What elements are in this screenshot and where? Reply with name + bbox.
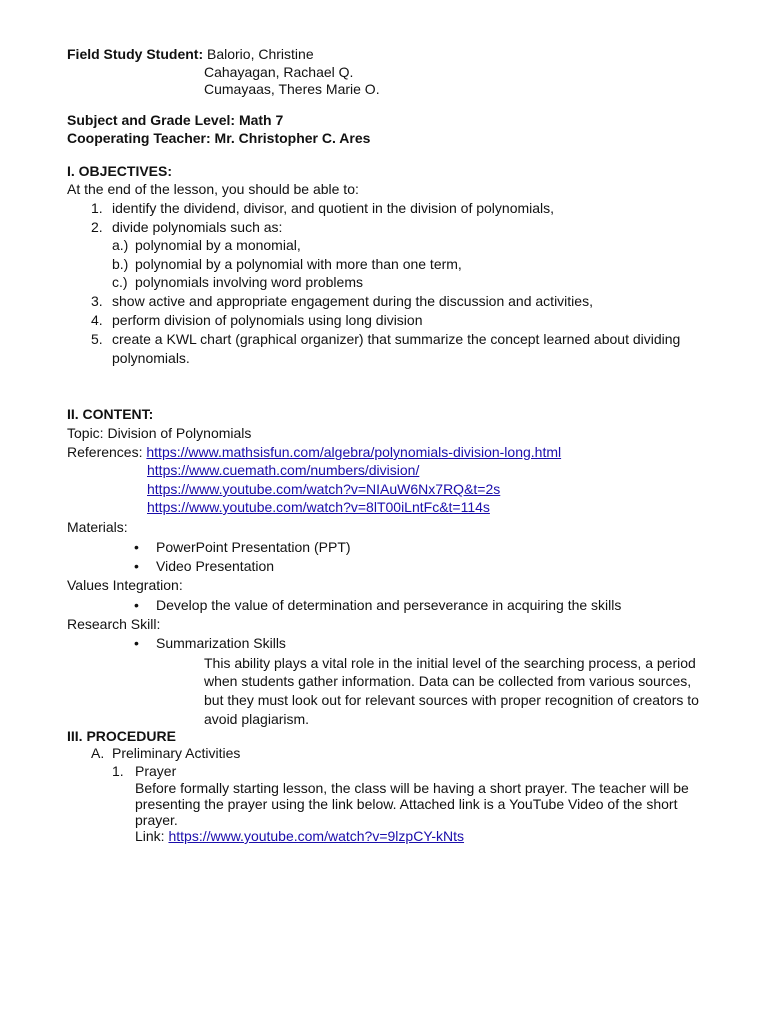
sub-item-a-letter: a.) xyxy=(112,237,129,253)
section-a-letter: A. xyxy=(91,745,105,761)
research-item-1: • Summarization Skills xyxy=(134,635,286,651)
prayer-title: Prayer xyxy=(135,763,177,779)
bullet-icon: • xyxy=(134,558,139,574)
values-label: Values Integration: xyxy=(67,577,183,593)
sub-item-c-letter: c.) xyxy=(112,274,128,290)
objective-4-number: 4. xyxy=(91,312,103,328)
prayer-link-line xyxy=(135,827,464,846)
student-2: Cahayagan, Rachael Q. xyxy=(204,64,354,80)
objective-2-number: 2. xyxy=(91,219,103,235)
procedure-heading: III. PROCEDURE xyxy=(67,728,176,744)
research-desc-line-4: avoid plagiarism. xyxy=(204,711,310,727)
objective-2-text: divide polynomials such as: xyxy=(112,219,283,235)
prayer-desc-line-1: Before formally starting lesson, the class will be having a short prayer. The teacher will be xyxy=(135,780,689,796)
references-label: References: xyxy=(67,444,143,460)
objective-5-number: 5. xyxy=(91,331,103,347)
material-item-2: • Video Presentation xyxy=(134,558,275,574)
prayer-desc-line-3: prayer. xyxy=(135,812,178,828)
teacher-line: Cooperating Teacher: Mr. Christopher C. Ares xyxy=(67,130,371,146)
references-line xyxy=(67,443,561,462)
student-1: Balorio, Christine xyxy=(207,46,314,62)
research-label: Research Skill: xyxy=(67,616,161,632)
sub-item-a-text: polynomial by a monomial, xyxy=(135,237,301,253)
objective-3-number: 3. xyxy=(91,293,103,309)
sub-item-b-text: polynomial by a polynomial with more than one term, xyxy=(135,256,462,272)
objective-1-number: 1. xyxy=(91,200,103,216)
subject-line: Subject and Grade Level: Math 7 xyxy=(67,112,284,128)
reference-link-1[interactable]: https://www.mathsisfun.com/algebra/polynomials-division-long.html xyxy=(146,444,562,460)
prayer-video-link[interactable]: https://www.youtube.com/watch?v=9lzpCY-kNts xyxy=(168,828,465,844)
values-item-1: • Develop the value of determination and perseverance in acquiring the skills xyxy=(134,597,622,613)
content-topic: Topic: Division of Polynomials xyxy=(67,425,252,441)
field-study-label: Field Study Student: xyxy=(67,46,204,62)
objective-4-text: perform division of polynomials using long division xyxy=(112,312,423,328)
objective-5-text: create a KWL chart (graphical organizer) that summarize the concept learned about dividing xyxy=(112,331,681,347)
material-item-1: • PowerPoint Presentation (PPT) xyxy=(134,539,351,555)
materials-label: Materials: xyxy=(67,519,128,535)
sub-item-b-letter: b.) xyxy=(112,256,129,272)
objective-1-text: identify the dividend, divisor, and quotient in the division of polynomials, xyxy=(112,200,555,216)
objective-3-text: show active and appropriate engagement during the discussion and activities, xyxy=(112,293,593,309)
bullet-icon: • xyxy=(134,597,139,613)
objectives-heading: I. OBJECTIVES: xyxy=(67,163,173,179)
section-a-text: Preliminary Activities xyxy=(112,745,241,761)
sub-item-c-text: polynomials involving word problems xyxy=(135,274,363,290)
content-heading: II. CONTENT: xyxy=(67,406,154,422)
objectives-intro: At the end of the lesson, you should be able to: xyxy=(67,181,359,197)
field-study-line xyxy=(67,45,314,64)
bullet-icon: • xyxy=(134,539,139,555)
prayer-link-label: Link: xyxy=(135,828,165,844)
research-desc-line-3: but they must look out for relevant sources with proper recognition of creators to xyxy=(204,692,699,708)
student-3: Cumayaas, Theres Marie O. xyxy=(204,81,380,97)
reference-link-3[interactable]: https://www.youtube.com/watch?v=NIAuW6Nx7RQ&t=2s xyxy=(147,481,501,497)
research-desc-line-2: when students gather information. Data can be collected from various sources, xyxy=(204,673,692,689)
research-desc-line-1: This ability plays a vital role in the initial level of the searching process, a period xyxy=(204,655,696,671)
reference-link-2[interactable]: https://www.cuemath.com/numbers/division/ xyxy=(147,462,420,478)
objective-5-continuation: polynomials. xyxy=(112,350,190,366)
prayer-number: 1. xyxy=(112,763,124,779)
reference-link-4[interactable]: https://www.youtube.com/watch?v=8lT00iLntFc&t=114s xyxy=(147,499,490,515)
bullet-icon: • xyxy=(134,635,139,651)
prayer-desc-line-2: presenting the prayer using the link below. Attached link is a YouTube Video of the short xyxy=(135,796,678,812)
